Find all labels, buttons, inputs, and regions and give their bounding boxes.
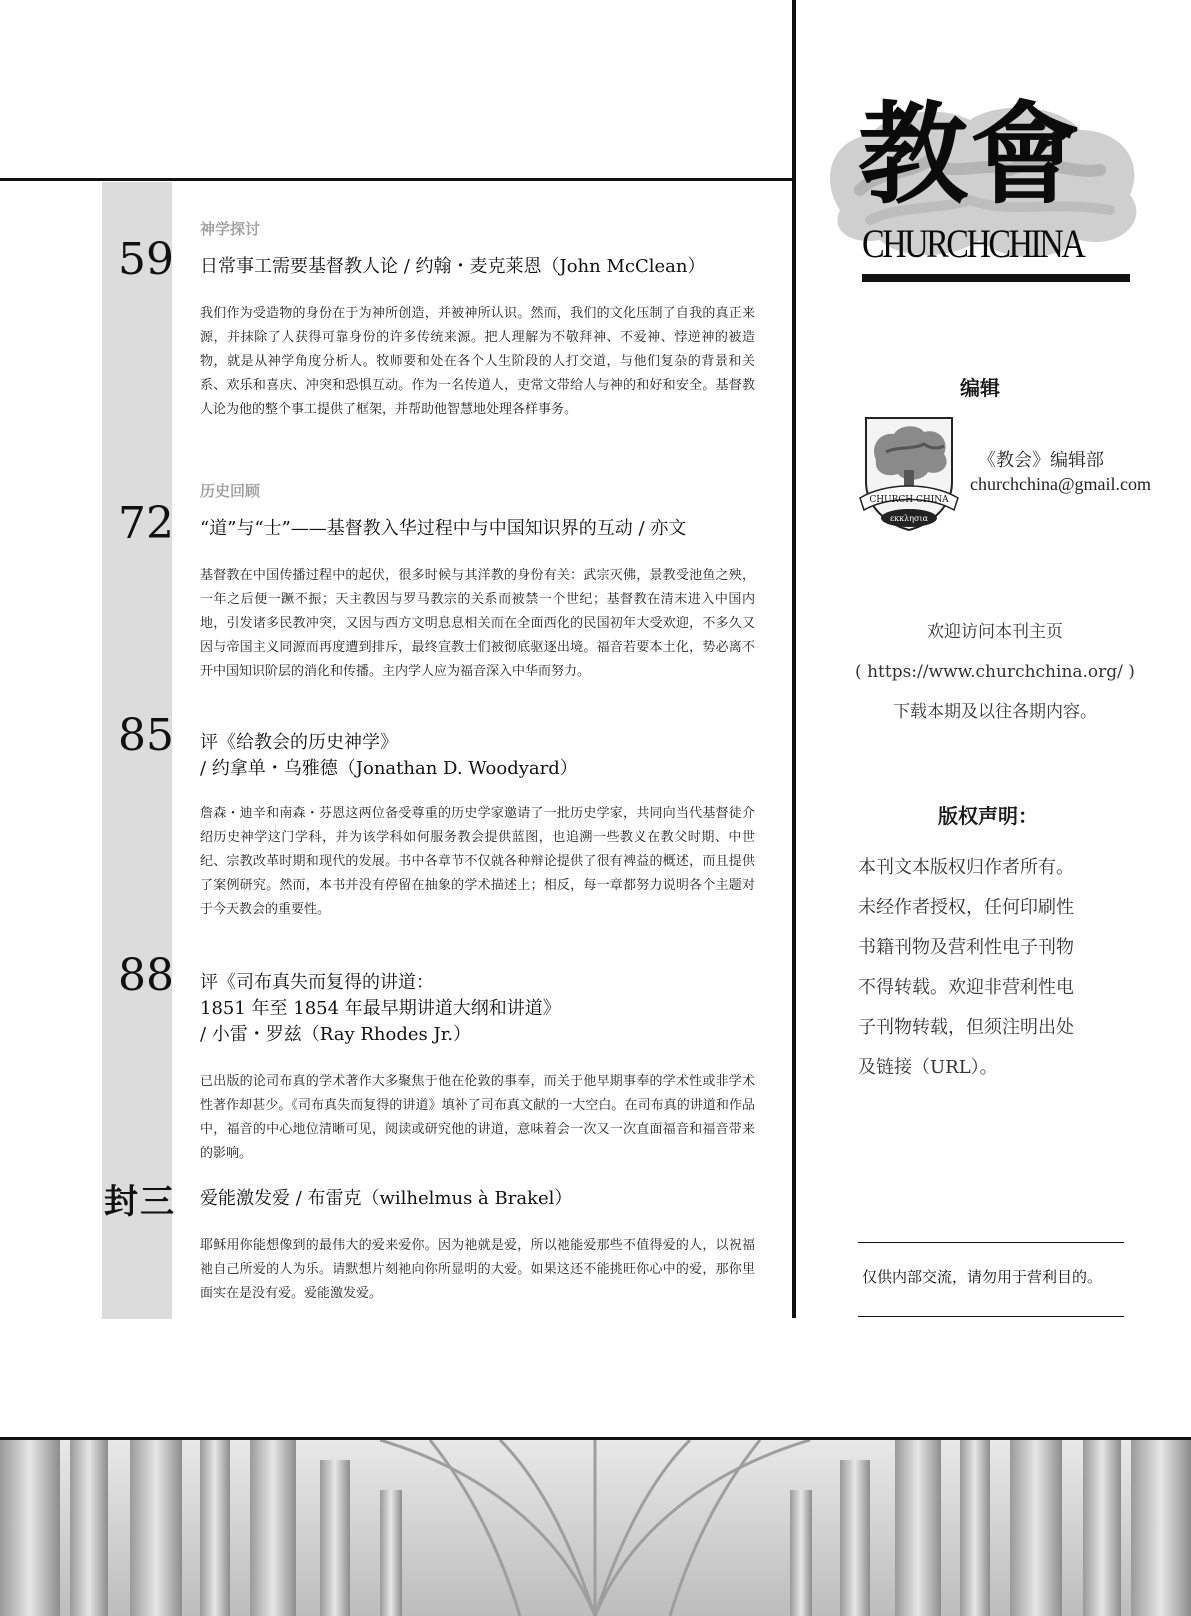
- notice-rule-top: [858, 1242, 1124, 1243]
- section-tag: 神学探讨: [200, 220, 261, 238]
- copyright-line: 不得转载。欢迎非营利性电: [858, 977, 1074, 998]
- entry-title[interactable]: 爱能激发爱 / 布雷克（wilhelmus à Brakel）: [200, 1188, 573, 1209]
- visit-line: 欢迎访问本刊主页: [927, 622, 1063, 642]
- visit-line: 下载本期及以往各期内容。: [893, 702, 1097, 722]
- entry-abstract: 基督教在中国传播过程中的起伏，很多时候与其洋教的身份有关：武宗灭佛，景教受池鱼之殃，一年之后便一蹶不振；天主教因与罗马教宗的关系而被禁一个世纪；基督教在清末进入中国内地，引发诸多民教冲突，又因与西方文明息息相关而在全面西化的民国初年大受欢迎，不多久又因与帝国主义同源而再度遭到排斥，最终宣教士们被彻底驱逐出境。福音若要本土化，势必离不开中国知识阶层的消化和传播。主内学人应为福音深入中华而努力。: [200, 568, 755, 679]
- page-number: 59: [118, 234, 174, 285]
- copyright-text: [858, 848, 1128, 1088]
- toc-entry: [200, 970, 755, 1166]
- entry-abstract: 詹森・迪辛和南森・芬恩这两位备受尊重的历史学家邀请了一批历史学家，共同向当代基督徒介绍历史神学这门学科，并为该学科如何服务教会提供蓝图，也追溯一些教义在教父时期、中世纪、宗教改革时期和现代的发展。书中各章节不仅就各种辩论提供了很有裨益的概述，而且提供了案例研究。然而，本书并没有停留在抽象的学术描述上；相反，每一章都努力说明各个主题对于今天教会的重要性。: [200, 806, 755, 917]
- badge-greek: εκκλησια: [889, 514, 929, 523]
- editor-heading: 编辑: [960, 376, 1000, 400]
- toc-entry: [200, 730, 755, 922]
- copyright-line: 及链接（URL）。: [858, 1057, 998, 1078]
- website-notice: [850, 612, 1140, 732]
- entry-title-author: / 小雷・罗兹（Ray Rhodes Jr.）: [200, 1024, 472, 1045]
- internal-use-notice: 仅供内部交流，请勿用于营利目的。: [862, 1268, 1103, 1286]
- page-number: 85: [118, 710, 174, 761]
- logo-chinese: 教會: [858, 90, 1082, 219]
- editor-email[interactable]: churchchina@gmail.com: [970, 474, 1152, 494]
- website-link[interactable]: ( https://www.churchchina.org/ ): [855, 662, 1135, 682]
- copyright-line: 未经作者授权，任何印刷性: [858, 897, 1074, 918]
- page-number: 封三: [104, 1182, 176, 1222]
- entry-title[interactable]: 评《司布真失而复得的讲道：: [200, 972, 434, 993]
- copyright-line: 子刊物转载，但须注明出处: [858, 1017, 1074, 1038]
- copyright-line: 书籍刊物及营利性电子刊物: [858, 937, 1074, 958]
- magazine-logo: [810, 90, 1155, 290]
- church-china-badge-icon: [856, 412, 962, 534]
- entry-title[interactable]: 日常事工需要基督教人论 / 约翰・麦克莱恩（John McClean）: [200, 256, 706, 277]
- notice-rule-bottom: [858, 1316, 1124, 1317]
- toc-entry: [200, 254, 755, 422]
- section-tag: 历史回顾: [200, 482, 261, 500]
- column-divider: [792, 0, 796, 1318]
- entry-title-subtitle: 1851 年至 1854 年最早期讲道大纲和讲道》: [200, 998, 561, 1019]
- badge-text: CHURCH CHINA: [869, 495, 949, 505]
- entry-abstract: 已出版的论司布真的学术著作大多聚焦于他在伦敦的事奉，而关于他早期事奉的学术性或非学术性著作却甚少。《司布真失而复得的讲道》填补了司布真文献的一大空白。在司布真的讲道和作品中，福音的中心地位清晰可见，阅读或研究他的讲道，意味着会一次又一次直面福音和福音带来的影响。: [200, 1074, 755, 1161]
- entry-title[interactable]: “道”与“士”——基督教入华过程中与中国知识界的互动 / 亦文: [200, 518, 687, 539]
- logo-english: CHURCHCHINA: [862, 221, 1084, 266]
- entry-abstract: 我们作为受造物的身份在于为神所创造，并被神所认识。然而，我们的文化压制了自我的真正来源，并抹除了人获得可靠身份的许多传统来源。把人理解为不敬拜神、不爱神、悖逆神的被造物，就是从神学角度分析人。牧师要和处在各个人生阶段的人打交道，与他们复杂的背景和关系、欢乐和喜庆、冲突和恐惧互动。作为一名传道人，吏常文带给人与神的和好和安全。基督教人论为他的整个事工提供了框架，并帮助他智慧地处理各样事务。: [200, 306, 755, 417]
- page-number: 88: [118, 950, 174, 1001]
- copyright-heading: 版权声明：: [938, 804, 1038, 828]
- entry-title-author: / 约拿单・乌雅德（Jonathan D. Woodyard）: [200, 758, 578, 779]
- top-rule: [0, 178, 795, 181]
- page-number: 72: [118, 498, 174, 549]
- editor-name: 《教会》编辑部: [978, 450, 1104, 471]
- toc-entry: [200, 516, 755, 684]
- cathedral-vault-image: [0, 1440, 1191, 1616]
- logo-underline: [862, 274, 1130, 282]
- entry-abstract: 耶稣用你能想像到的最伟大的爱来爱你。因为祂就是爱，所以祂能爱那些不值得爱的人，以祝福祂自己所爱的人为乐。请默想片刻祂向你所显明的大爱。如果这还不能挑旺你心中的爱，那你里面实在是没有爱。爱能激发爱。: [200, 1238, 755, 1301]
- toc-entry: [200, 1186, 755, 1306]
- copyright-line: 本刊文本版权归作者所有。: [858, 857, 1074, 878]
- entry-title[interactable]: 评《给教会的历史神学》: [200, 732, 398, 753]
